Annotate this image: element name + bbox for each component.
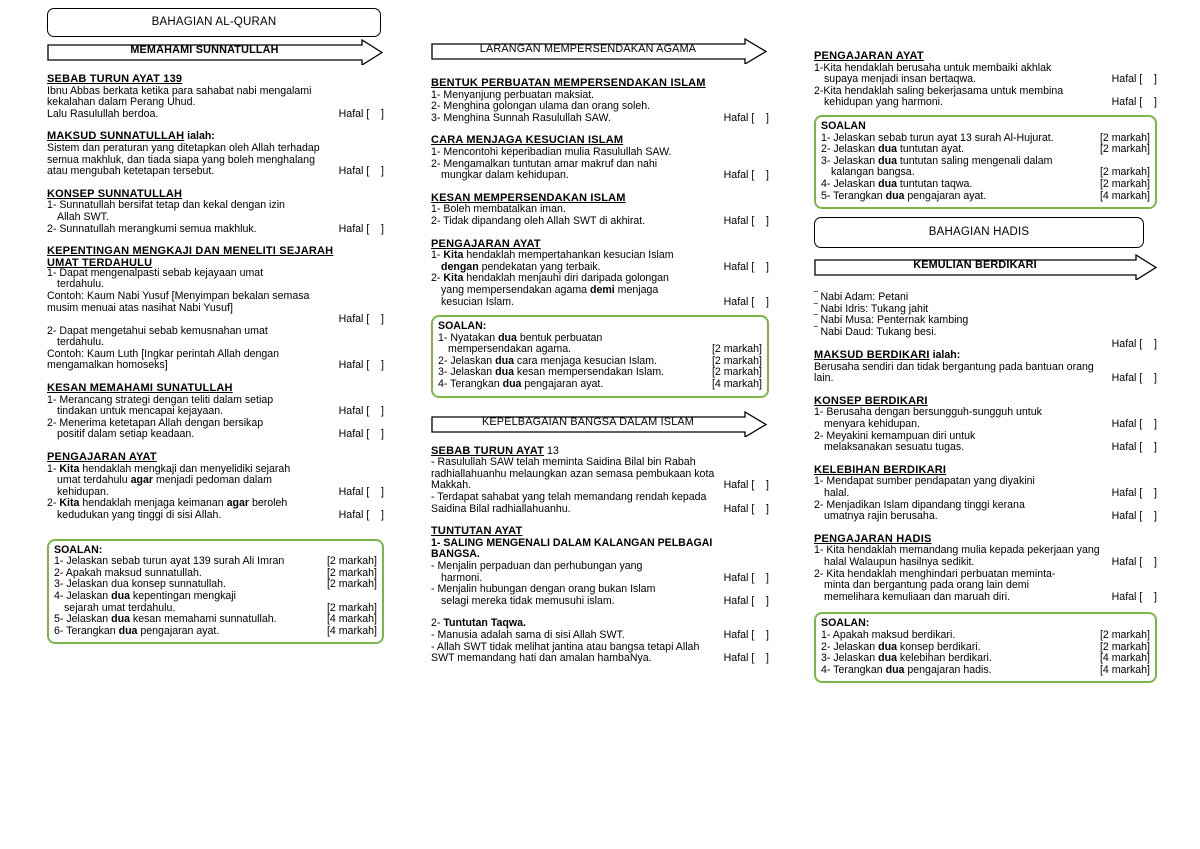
question-text xyxy=(438,379,603,391)
text-part: cara menjaga kesucian Islam. xyxy=(513,354,658,367)
text-row xyxy=(47,314,384,326)
text-part: hendaklah mengkaji dan menyelidiki sejarah xyxy=(79,462,291,475)
soalan-box xyxy=(814,612,1157,683)
hafal-checkbox[interactable]: Hafal [ ] xyxy=(723,571,769,584)
soalan-box xyxy=(814,115,1157,209)
section-heading: KONSEP BERDIKARI xyxy=(814,394,928,407)
question-text: 1- Jelaskan sebab turun ayat 13 surah Al-Hujurat. xyxy=(821,131,1054,144)
section-heading: KONSEP SUNNATULLAH xyxy=(47,187,183,200)
marks-label: [2 markah] xyxy=(326,566,377,579)
question-text: kalangan bangsa. xyxy=(831,166,915,179)
text-part: tuntutan saling mengenali dalam xyxy=(896,154,1053,167)
text-line: umatnya rajin berusaha. xyxy=(824,510,938,523)
text-line: 2- Tidak dipandang oleh Allah SWT di akhirat. xyxy=(431,214,646,227)
question-text xyxy=(821,665,992,677)
hafal-checkbox[interactable]: Hafal [ ] xyxy=(723,479,769,492)
heading-number: 13 xyxy=(544,444,559,457)
text-line: atau mengubah ketetapan tersebut. xyxy=(47,165,215,178)
text-line: SWT memandang hati dan amalan hambaNya. xyxy=(431,652,652,665)
text-line: 1- Berusaha dengan bersungguh-sungguh untuk xyxy=(814,406,1042,419)
text-bold: dua xyxy=(495,366,514,379)
section-heading: KESAN MEMPERSENDAKAN ISLAM xyxy=(431,191,626,204)
hafal-checkbox[interactable]: Hafal [ ] xyxy=(1111,510,1157,523)
marks-label: [2 markah] xyxy=(1099,166,1150,179)
text-line: mengamalkan homoseks] xyxy=(47,359,168,372)
text-line: - Rasulullah SAW telah meminta Saidina Bilal bin Rabah xyxy=(431,456,696,469)
section-heading: KELEBIHAN BERDIKARI xyxy=(814,463,947,476)
text-line: 1- Dapat mengenalpasti sebab kejayaan umat xyxy=(47,266,264,279)
text-line: 1- Mencontohi keperibadian mulia Rasulullah SAW. xyxy=(431,145,672,158)
marks-label: [2 markah] xyxy=(711,354,762,367)
text-line: melaksanakan sesuatu tugas. xyxy=(824,441,965,454)
hafal-checkbox[interactable]: Hafal [ ] xyxy=(723,214,769,227)
text-line: Berusaha sendiri dan tidak bergantung pada bantuan orang xyxy=(814,360,1094,373)
soalan-heading: SOALAN xyxy=(821,119,866,132)
text-bold: dua xyxy=(111,613,130,626)
section-heading: CARA MENJAGA KESUCIAN ISLAM xyxy=(431,134,624,147)
hafal-checkbox[interactable]: Hafal [ ] xyxy=(723,594,769,607)
text-bold: dua xyxy=(878,143,897,156)
text-row xyxy=(47,510,384,522)
text-line: kekalahan dalam Perang Uhud. xyxy=(47,96,196,109)
text-line xyxy=(431,285,769,297)
section-heading: KESAN MEMAHAMI SUNATULLAH xyxy=(47,382,233,395)
question-text: 3- Jelaskan dua konsep sunnatullah. xyxy=(54,578,226,591)
pengajaran-ayat-section xyxy=(814,51,1157,109)
konsep-section xyxy=(47,189,384,235)
hafal-checkbox[interactable]: Hafal [ ] xyxy=(338,509,384,521)
text-line: 2- Menerima ketetapan Allah dengan bersikap xyxy=(47,416,264,429)
text-line: - Menjalin hubungan dengan orang bukan Islam xyxy=(431,583,656,596)
marks-label: [4 markah] xyxy=(711,378,762,391)
marks-label: [2 markah] xyxy=(1099,628,1150,641)
text-row xyxy=(814,97,1157,109)
text-row xyxy=(814,511,1157,523)
hafal-checkbox[interactable]: Hafal [ ] xyxy=(338,165,384,178)
kesan-section xyxy=(431,193,769,228)
marks-label: [2 markah] xyxy=(326,578,377,591)
text-line: 2-Kita hendaklah saling bekerjasama untuk membina xyxy=(814,84,1064,97)
section-box-quran xyxy=(47,8,381,37)
text-bold: dua xyxy=(885,189,905,202)
text-line: BANGSA. xyxy=(431,548,480,561)
text-part: kepentingan mengkaji xyxy=(129,589,236,602)
sebab-turun-section xyxy=(47,74,384,120)
soalan-heading: SOALAN: xyxy=(821,617,870,630)
topic-arrow xyxy=(431,411,769,437)
text-line: 1-Kita hendaklah berusaha untuk membaiki akhlak xyxy=(814,61,1052,74)
text-part: 3- Jelaskan xyxy=(821,154,879,167)
marks-label: [2 markah] xyxy=(1099,143,1150,156)
text-line: menyara kehidupan. xyxy=(824,418,920,431)
text-line: minta dan bergantung pada orang lain demi xyxy=(824,579,1029,592)
text-part: 2- xyxy=(431,272,444,285)
hafal-checkbox[interactable]: Hafal [ ] xyxy=(723,652,769,665)
marks-label: [4 markah] xyxy=(326,624,377,637)
column-2 xyxy=(431,38,769,665)
hafal-checkbox[interactable]: Hafal [ ] xyxy=(338,485,384,498)
hafal-checkbox[interactable]: Hafal [ ] xyxy=(338,405,384,418)
list-item-text: Nabi Idris: Tukang jahit xyxy=(820,302,929,315)
text-line: 2- Mengamalkan tuntutan amar makruf dan nahi xyxy=(431,157,658,170)
heading-suffix: ialah: xyxy=(184,130,215,143)
marks-label: [2 markah] xyxy=(1099,131,1150,144)
text-row xyxy=(431,630,769,642)
text-line: memelihara kemuliaan dan maruah diri. xyxy=(824,590,1011,603)
text-bold: dua xyxy=(111,589,130,602)
text-part: pengajaran ayat. xyxy=(137,624,220,637)
text-row xyxy=(47,166,384,178)
column-3 xyxy=(814,51,1157,683)
text-part: 4- Terangkan xyxy=(821,663,886,676)
column-1 xyxy=(47,8,384,644)
soalan-box xyxy=(47,539,384,645)
marks-label: [4 markah] xyxy=(1099,189,1150,202)
section-box-hadis xyxy=(814,217,1144,248)
list-item-text: Nabi Daud: Tukang besi. xyxy=(820,325,937,338)
text-line: Ibnu Abbas berkata ketika para sahabat nabi mengalami xyxy=(47,84,312,97)
topic-title: KEMULIAN BERDIKARI xyxy=(913,259,1037,272)
text-line: - Allah SWT tidak melihat jantina atau bangsa tetapi Allah xyxy=(431,640,700,653)
question-text: 1- Jelaskan sebab turun ayat 139 surah Ali Imran xyxy=(54,555,285,568)
text-part: konsep berdikari. xyxy=(896,640,981,653)
question-row xyxy=(54,626,377,638)
marks-label: [4 markah] xyxy=(326,613,377,626)
text-row xyxy=(47,360,384,372)
text-bold: Kita xyxy=(443,272,464,285)
question-text xyxy=(54,626,219,638)
text-bold: dua xyxy=(885,663,905,676)
text-part: 1- xyxy=(431,249,444,262)
hafal-checkbox[interactable]: Hafal [ ] xyxy=(1111,590,1157,603)
text-part: yang mempersendakan agama xyxy=(441,283,590,296)
text-row xyxy=(47,109,384,121)
topic-arrow xyxy=(47,39,384,65)
text-part: 2- Jelaskan xyxy=(821,640,879,653)
text-part: pengajaran ayat. xyxy=(904,189,987,202)
text-line: Sistem dan peraturan yang ditetapkan oleh Allah terhadap xyxy=(47,141,320,154)
text-line: 1- Kita hendaklah memandang mulia kepada pekerjaan yang xyxy=(814,544,1100,557)
section-heading: PENGAJARAN AYAT xyxy=(814,50,924,62)
text-line: kesucian Islam. xyxy=(441,295,515,308)
text-row xyxy=(431,113,769,125)
marks-label: [2 markah] xyxy=(711,343,762,356)
question-text xyxy=(54,591,377,603)
soalan-box xyxy=(431,315,769,398)
hafal-checkbox[interactable]: Hafal [ ] xyxy=(338,359,384,372)
text-line: terdahulu. xyxy=(57,278,105,291)
text-part: tuntutan taqwa. xyxy=(896,177,973,190)
question-text xyxy=(821,191,986,203)
text-line: musim menuai atas nasihat Nabi Yusuf] xyxy=(47,301,233,314)
text-part: 3- Jelaskan xyxy=(438,366,496,379)
text-line: kehidupan. xyxy=(57,485,109,498)
text-row xyxy=(47,429,384,441)
text-line: - Manusia adalah sama di sisi Allah SWT. xyxy=(431,628,625,641)
sebab-turun-section xyxy=(431,446,769,516)
question-row xyxy=(438,379,762,391)
list-item xyxy=(814,327,1157,339)
text-part: 4- Terangkan xyxy=(438,378,503,391)
text-line: 2- Meyakini kemampuan diri untuk xyxy=(814,429,976,442)
soalan-heading: SOALAN: xyxy=(438,320,487,333)
pengajaran-section xyxy=(47,452,384,522)
text-line: positif dalam setiap keadaan. xyxy=(57,428,195,441)
text-line: semua makhluk, dan tiada siapa yang boleh menghalang xyxy=(47,153,315,166)
section-heading: MAKSUD SUNNATULLAH xyxy=(47,130,185,143)
text-row xyxy=(814,419,1157,431)
hafal-checkbox[interactable]: Hafal [ ] xyxy=(1111,96,1157,109)
text-line: kedudukan yang tinggi di sisi Allah. xyxy=(57,509,222,521)
kepentingan-section xyxy=(47,246,384,372)
kesan-section xyxy=(47,383,384,441)
hafal-checkbox[interactable]: Hafal [ ] xyxy=(338,107,384,120)
text-line: supaya menjadi insan bertaqwa. xyxy=(824,73,976,86)
text-line: 1- Merancang strategi dengan teliti dalam setiap xyxy=(47,393,274,406)
text-line: 1- Sunnatullah bersifat tetap dan kekal dengan izin xyxy=(47,199,285,212)
hafal-checkbox[interactable]: Hafal [ ] xyxy=(1111,73,1157,86)
text-row xyxy=(814,373,1157,385)
question-row xyxy=(821,191,1150,203)
text-line: radhiallahuanhu melaungkan azan semasa pembukaan kota xyxy=(431,467,715,480)
hafal-checkbox[interactable]: Hafal [ ] xyxy=(1111,337,1157,350)
dash-bullet-icon: ‾ xyxy=(814,302,821,315)
text-row xyxy=(47,224,384,236)
text-bold: dua xyxy=(118,624,138,637)
kelebihan-section xyxy=(814,465,1157,523)
text-line: - Menjalin perpaduan dan perhubungan yang xyxy=(431,560,643,572)
text-line: mungkar dalam kehidupan. xyxy=(441,169,569,182)
text-part: menjaga xyxy=(614,283,659,296)
hafal-checkbox[interactable]: Hafal [ ] xyxy=(1111,487,1157,500)
text-part: kesan mempersendakan Islam. xyxy=(513,366,665,379)
hafal-checkbox[interactable]: Hafal [ ] xyxy=(723,628,769,641)
text-part: pendekatan yang terbaik. xyxy=(478,260,601,273)
topic-arrow xyxy=(431,38,769,64)
hafal-checkbox[interactable]: Hafal [ ] xyxy=(1111,441,1157,454)
text-row xyxy=(814,488,1157,500)
text-part: 1- xyxy=(47,462,60,475)
text-line: kehidupan yang harmoni. xyxy=(824,96,943,109)
text-line: Makkah. xyxy=(431,479,472,492)
hafal-checkbox[interactable]: Hafal [ ] xyxy=(338,222,384,235)
question-row xyxy=(821,665,1150,677)
text-line: 1- SALING MENGENALI DALAM KALANGAN PELBAGAI xyxy=(431,536,713,549)
section-heading: PENGAJARAN AYAT xyxy=(47,451,157,464)
text-row xyxy=(814,557,1157,569)
hafal-checkbox[interactable]: Hafal [ ] xyxy=(723,502,769,515)
question-text: mempersendakan agama. xyxy=(448,343,572,356)
soalan-heading: SOALAN: xyxy=(54,543,103,556)
text-line: 1- Mendapat sumber pendapatan yang diyakini xyxy=(814,475,1035,488)
text-part: beroleh xyxy=(249,497,288,510)
section-heading: SEBAB TURUN AYAT xyxy=(431,444,545,457)
hafal-checkbox[interactable]: Hafal [ ] xyxy=(1111,372,1157,385)
section-heading: SEBAB TURUN AYAT 139 xyxy=(47,73,183,85)
text-line: terdahulu. xyxy=(57,336,105,349)
text-part: 6- Terangkan xyxy=(54,624,119,637)
text-bold: Kita xyxy=(443,249,464,262)
bentuk-section xyxy=(431,78,769,124)
text-part: pengajaran hadis. xyxy=(904,663,992,676)
section-title: BAHAGIAN HADIS xyxy=(928,226,1030,239)
text-row xyxy=(431,170,769,182)
section-heading: PENGAJARAN HADIS xyxy=(814,532,932,545)
marks-label: [2 markah] xyxy=(1099,640,1150,653)
text-bold: dua xyxy=(878,154,897,167)
section-heading: BENTUK PERBUATAN MEMPERSENDAKAN ISLAM xyxy=(431,77,706,89)
dash-bullet-icon: ‾ xyxy=(814,291,821,304)
text-line: halal Walaupun hasilnya sedikit. xyxy=(824,556,975,568)
section-heading: PENGAJARAN AYAT xyxy=(431,237,541,250)
pengajaran-hadis-section xyxy=(814,534,1157,604)
hafal-checkbox[interactable]: Hafal [ ] xyxy=(338,313,384,326)
text-part: 5- Terangkan xyxy=(821,189,886,202)
question-text: 2- Apakah maksud sunnatullah. xyxy=(54,566,202,579)
text-row xyxy=(814,442,1157,454)
text-line: halal. xyxy=(824,487,850,500)
hafal-checkbox[interactable]: Hafal [ ] xyxy=(1111,556,1157,568)
text-line: lain. xyxy=(814,372,834,385)
section-heading: UMAT TERDAHULU xyxy=(47,256,153,269)
text-part: 2- Jelaskan xyxy=(821,143,879,156)
marks-label: [2 markah] xyxy=(711,366,762,379)
hafal-checkbox[interactable]: Hafal [ ] xyxy=(1111,418,1157,431)
hafal-checkbox[interactable]: Hafal [ ] xyxy=(723,260,769,273)
text-row xyxy=(814,592,1157,604)
section-heading: TUNTUTAN AYAT xyxy=(431,525,523,538)
heading-suffix: ialah: xyxy=(929,349,961,362)
maksud-section xyxy=(814,350,1157,385)
text-bold: Tuntutan Taqwa. xyxy=(443,617,526,630)
text-line: 2- Kita hendaklah menghindari perbuatan meminta- xyxy=(814,567,1056,580)
hafal-checkbox[interactable]: Hafal [ ] xyxy=(338,428,384,441)
text-row xyxy=(431,596,769,608)
section-heading-row xyxy=(814,350,1157,362)
text-line: Lalu Rasulullah berdoa. xyxy=(47,107,159,120)
text-bold: agar xyxy=(130,474,154,487)
hafal-checkbox[interactable]: Hafal [ ] xyxy=(723,295,769,308)
marks-label: [4 markah] xyxy=(1099,663,1150,676)
text-line: 2- Dapat mengetahui sebab kemusnahan umat xyxy=(47,324,268,337)
text-part: kelebihan berdikari. xyxy=(896,652,992,665)
text-part: 2- xyxy=(431,617,444,630)
marks-label: [2 markah] xyxy=(326,555,377,568)
text-bold: Kita xyxy=(59,462,80,475)
hafal-checkbox[interactable]: Hafal [ ] xyxy=(723,111,769,124)
text-bold: dua xyxy=(878,640,897,653)
text-line: Saidina Bilal radhiallahuanhu. xyxy=(431,502,571,515)
topic-title: MEMAHAMI SUNNATULLAH xyxy=(130,44,279,56)
dash-bullet-icon: ‾ xyxy=(814,325,821,338)
text-bold: dua xyxy=(498,331,517,344)
text-line: 2- Sunnatullah merangkumi semua makhluk. xyxy=(47,222,257,235)
text-part: hendaklah menjaga keimanan xyxy=(79,497,227,510)
text-part: hendaklah mempertahankan kesucian Islam xyxy=(463,249,674,262)
maksud-section xyxy=(47,131,384,177)
text-bold: Kita xyxy=(59,497,80,510)
text-line: 2- Menghina golongan ulama dan orang soleh. xyxy=(431,100,651,113)
text-part: tuntutan ayat. xyxy=(896,143,965,156)
topic-title: LARANGAN MEMPERSENDAKAN AGAMA xyxy=(479,43,697,55)
pengajaran-section xyxy=(431,239,769,309)
text-row xyxy=(431,504,769,516)
text-part: 2- xyxy=(47,497,60,510)
text-part: 4- Jelaskan xyxy=(54,589,112,602)
list-item-text: Nabi Musa: Penternak kambing xyxy=(820,314,969,327)
text-line: tindakan untuk mencapai kejayaan. xyxy=(57,405,224,418)
text-part: pengajaran ayat. xyxy=(521,378,604,391)
text-row xyxy=(431,216,769,228)
text-bold: dua xyxy=(878,652,897,665)
text-line: - Terdapat sahabat yang telah memandang rendah kepada xyxy=(431,491,707,504)
text-line: selagi mereka tidak memusuhi islam. xyxy=(441,594,615,607)
topic-arrow xyxy=(814,254,1157,280)
tuntutan-section xyxy=(431,526,769,665)
text-part: 5- Jelaskan xyxy=(54,613,112,626)
topic-title: KEPELBAGAIAN BANGSA DALAM ISLAM xyxy=(481,415,694,428)
text-line: Contoh: Kaum Luth [Ingkar perintah Allah dengan xyxy=(47,347,280,360)
text-part: bentuk perbuatan xyxy=(516,331,603,344)
text-line: harmoni. xyxy=(441,571,483,584)
text-bold: dua xyxy=(502,378,522,391)
question-text: 1- Apakah maksud berdikari. xyxy=(821,628,956,641)
text-part: kesan memahami sunnatullah. xyxy=(129,613,277,626)
text-line: 3- Menghina Sunnah Rasulullah SAW. xyxy=(431,111,611,124)
marks-label: [2 markah] xyxy=(1099,177,1150,190)
section-title: BAHAGIAN AL-QURAN xyxy=(151,16,277,28)
text-line: Allah SWT. xyxy=(57,210,109,223)
text-part: 1- Nyatakan xyxy=(438,331,499,344)
text-line: 1- Boleh membatalkan iman. xyxy=(431,203,566,216)
konsep-section xyxy=(814,396,1157,454)
text-bold: dua xyxy=(878,177,897,190)
text-line: 1- Menyanjung perbuatan maksiat. xyxy=(431,88,595,101)
text-part: 4- Jelaskan xyxy=(821,177,879,190)
text-bold: dua xyxy=(495,354,514,367)
text-part: hendaklah menjauhi diri daripada golongan xyxy=(463,272,669,285)
text-part: umat terdahulu xyxy=(57,474,131,487)
section-heading: MAKSUD BERDIKARI xyxy=(814,349,930,362)
text-part: 3- Jelaskan xyxy=(821,652,879,665)
text-line: 2- Menjadikan Islam dipandang tinggi kerana xyxy=(814,498,1025,511)
text-line: Contoh: Kaum Nabi Yusuf [Menyimpan bekalan semasa xyxy=(47,289,310,302)
dash-bullet-icon: ‾ xyxy=(814,314,821,327)
list-item-text: Nabi Adam: Petani xyxy=(820,291,909,304)
text-bold: agar xyxy=(226,497,250,510)
text-part: 2- Jelaskan xyxy=(438,354,496,367)
marks-label: [4 markah] xyxy=(1099,652,1150,665)
text-bold: dengan xyxy=(441,260,479,273)
cara-section xyxy=(431,135,769,181)
nabi-list xyxy=(814,292,1157,350)
text-bold: demi xyxy=(590,283,615,296)
text-row xyxy=(431,653,769,665)
text-part: menjadi pedoman dalam xyxy=(153,474,272,487)
question-text: sejarah umat terdahulu. xyxy=(64,601,176,614)
section-heading: KEPENTINGAN MENGKAJI DAN MENELITI SEJARAH xyxy=(47,245,334,258)
text-row xyxy=(431,297,769,309)
hafal-checkbox[interactable]: Hafal [ ] xyxy=(723,169,769,182)
marks-label: [2 markah] xyxy=(326,601,377,614)
